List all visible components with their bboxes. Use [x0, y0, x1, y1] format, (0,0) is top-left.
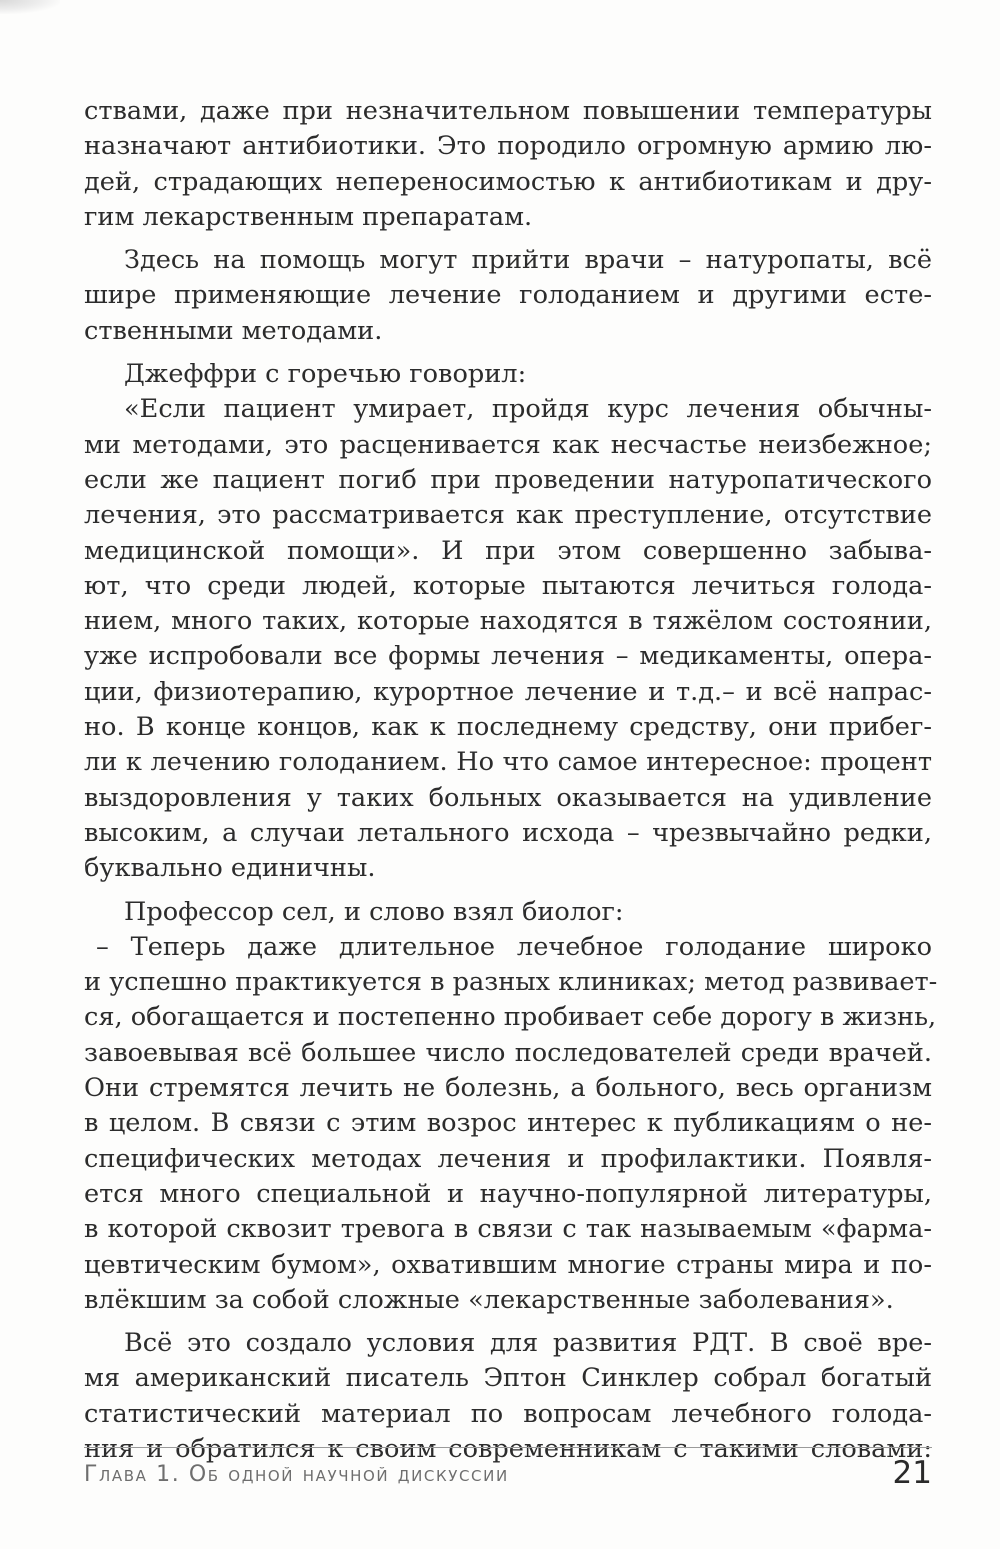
- text-line: Они стремятся лечить не болезнь, а больного, весь организм: [84, 1073, 932, 1104]
- text-line: цевтическим бумом», охватившим многие страны мира и по-: [84, 1249, 932, 1280]
- text-line: статистический материал по вопросам лечебного голода-: [84, 1398, 932, 1429]
- text-line: выздоровления у таких больных оказывается на удивление: [84, 782, 932, 813]
- text-line: мя американский писатель Эптон Синклер собрал богатый: [84, 1363, 932, 1394]
- paragraph: [84, 243, 932, 349]
- page-number: 21: [892, 1455, 932, 1491]
- text-line: завоевывая всё большее число последователей среди врачей.: [84, 1037, 932, 1068]
- paragraph: [84, 94, 932, 235]
- text-line: ют, что среди людей, которые пытаются лечиться голода-: [84, 570, 932, 601]
- text-line: ния и обратился к своим современникам с такими словами:: [84, 1433, 932, 1464]
- text-line: шире применяющие лечение голоданием и другими есте-: [84, 280, 932, 311]
- paragraph: [84, 930, 938, 1318]
- footer-divider: [84, 1447, 932, 1448]
- text-line: медицинской помощи». И при этом совершенно забыва-: [84, 535, 932, 566]
- text-line: ции, физиотерапию, курортное лечение и т.д.– и всё напрас-: [84, 676, 932, 707]
- text-line: лечения, это рассматривается как преступление, отсутствие: [84, 500, 932, 531]
- text-line: Здесь на помощь могут прийти врачи – натуропаты, всё: [124, 245, 932, 276]
- text-line: ся, обогащается и постепенно пробивает себе дорогу в жизнь,: [84, 1002, 937, 1033]
- text-line: ми методами, это расценивается как несчастье неизбежное;: [84, 429, 932, 460]
- page-body-text: [84, 94, 938, 1467]
- paragraph: [84, 895, 932, 930]
- text-line: ли к лечению голоданием. Но что самое интересное: процент: [84, 747, 932, 778]
- text-line: ственными методами.: [84, 315, 383, 346]
- paragraph: [84, 392, 932, 886]
- text-line: дей, страдающих непереносимостью к антибиотикам и дру-: [84, 166, 932, 197]
- text-line: уже испробовали все формы лечения – медикаменты, опера-: [84, 641, 932, 672]
- text-line: и успешно практикуется в разных клиниках; метод развивает-: [84, 967, 938, 998]
- text-line: ствами, даже при незначительном повышении температуры: [84, 96, 932, 126]
- text-line: в целом. В связи с этим возрос интерес к публикациям о не-: [84, 1108, 932, 1139]
- text-line: ется много специальной и научно-популярной литературы,: [84, 1178, 932, 1209]
- text-line: Джеффри с горечью говорил:: [124, 359, 527, 390]
- text-line: Профессор сел, и слово взял биолог:: [124, 896, 624, 927]
- text-line: «Если пациент умирает, пройдя курс лечения обычны-: [124, 394, 932, 425]
- paragraph: [84, 357, 932, 392]
- text-line: – Теперь даже длительное лечебное голодание широко: [96, 931, 932, 962]
- running-footer-chapter-title: Глава 1. Об одной научной дискуссии: [84, 1462, 509, 1487]
- text-line: если же пациент погиб при проведении натуропатического: [84, 464, 932, 495]
- text-line: в которой сквозит тревога в связи с так называемым «фарма-: [84, 1214, 932, 1245]
- text-line: Всё это создало условия для развития РДТ. В своё вре-: [124, 1328, 932, 1359]
- text-line: но. В конце концов, как к последнему средству, они прибег-: [84, 712, 932, 743]
- text-line: высоким, а случаи летального исхода – чрезвычайно редки,: [84, 817, 932, 848]
- text-line: специфических методах лечения и профилактики. Появля-: [84, 1143, 932, 1174]
- text-line: влёкшим за собой сложные «лекарственные заболевания».: [84, 1284, 894, 1315]
- text-line: гим лекарственным препаратам.: [84, 201, 533, 232]
- text-line: назначают антибиотики. Это породило огромную армию лю-: [84, 131, 932, 162]
- scan-corner-shadow: [0, 0, 60, 14]
- text-line: нием, много таких, которые находятся в тяжёлом состоянии,: [84, 606, 932, 637]
- text-line: буквально единичны.: [84, 853, 376, 884]
